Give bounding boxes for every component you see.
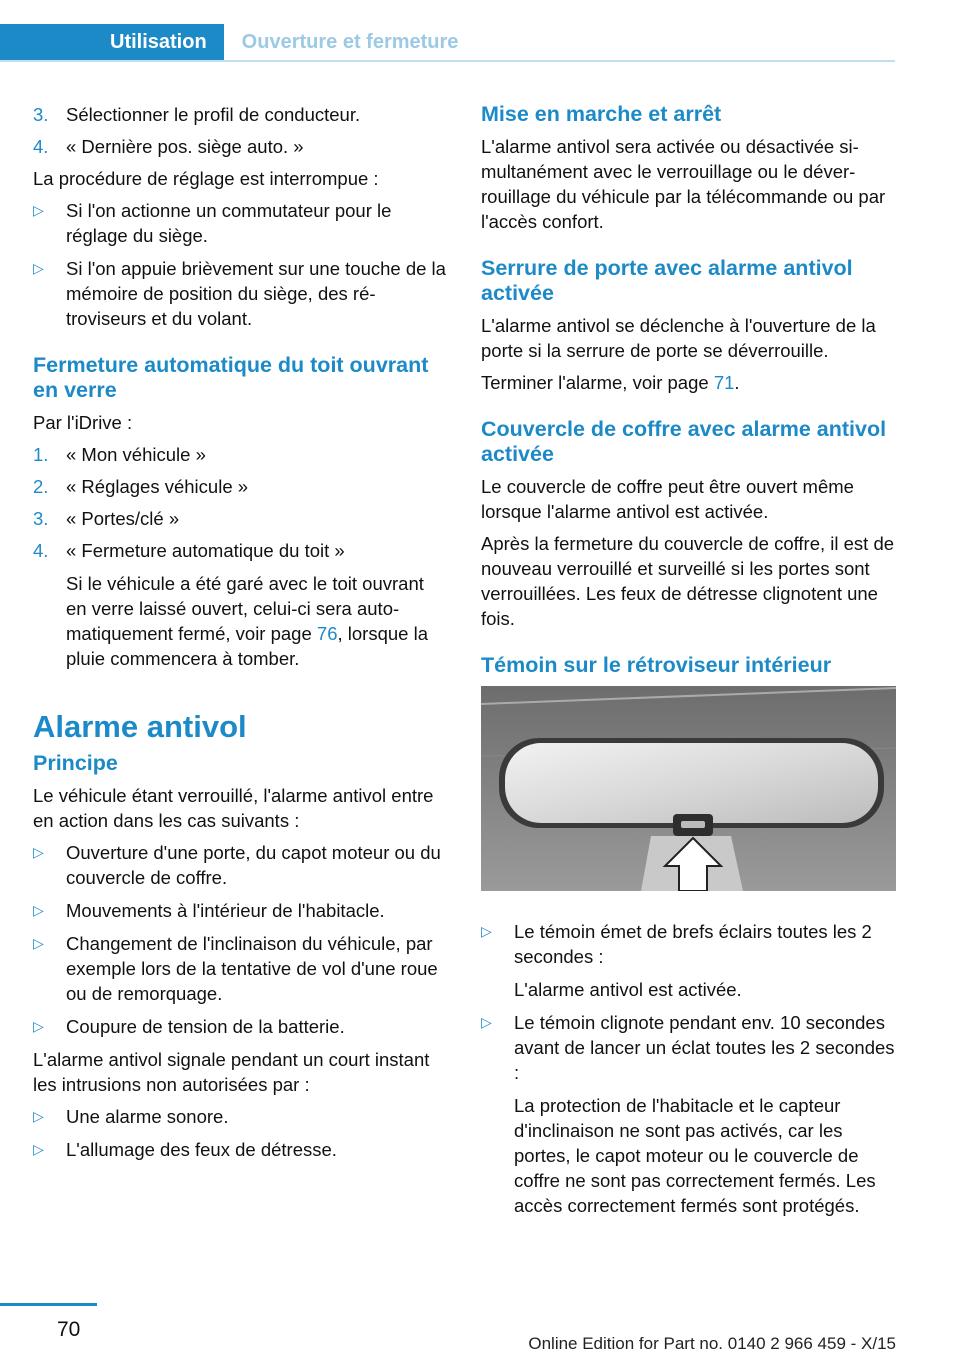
triangle-bullet-icon: ▷ (33, 935, 44, 951)
footer-rule (0, 1303, 97, 1306)
list-item: 3. Sélectionner le profil de conducteur. (33, 104, 361, 125)
list-item: 4. « Fermeture automatique du toit » Si le véhicule a été garé avec le toit ouvrant en verre laissé ouvert, celui-ci sera automatiquement fermé, voir page 76, lorsque la pluie commencera à tomber. (33, 538, 448, 671)
triangle-bullet-icon: ▷ (33, 844, 44, 860)
header-tabs (0, 24, 895, 62)
principle-heading: Principe (33, 751, 118, 775)
seat-steps-list (33, 102, 448, 159)
triangle-bullet-icon: ▷ (33, 202, 44, 218)
right-column (481, 102, 896, 1226)
page-link-76[interactable]: 76 (316, 623, 338, 644)
list-item: ▷ Si l'on appuie brièvement sur une touche de la mémoire de position du siège, des rétroviseurs et du volant. (33, 258, 446, 329)
interrupt-text: La procédure de réglage est interrompue : (33, 168, 379, 189)
roof-heading: Fermeture automatique du toit ouvrant en verre (33, 353, 429, 402)
idrive-text: Par l'iDrive : (33, 412, 133, 433)
trunk-text-2: Après la fermeture du couvercle de coffre, il est de nouveau verrouillé et surveillé si les portes sont verrouillées. Les feux de détresse clignotent une fois. (481, 533, 895, 629)
tab-ouverture-fermeture[interactable]: Ouverture et fermeture (241, 31, 459, 53)
triangle-bullet-icon: ▷ (481, 1014, 492, 1030)
principle-bullets (33, 840, 448, 1039)
mirror-heading: Témoin sur le rétroviseur intérieur (481, 653, 832, 677)
list-item: ▷ Mouvements à l'intérieur de l'habitacle. (33, 900, 385, 921)
list-item: 2. « Réglages véhicule » (33, 476, 249, 497)
signal-bullets (33, 1104, 448, 1162)
list-item: ▷ L'allumage des feux de détresse. (33, 1139, 337, 1160)
list-item: ▷ Changement de l'inclinaison du véhicule, par exemple lors de la tentative de vol d'une roue ou de remorquage. (33, 933, 438, 1004)
trunk-text-1: Le couvercle de coffre peut être ouvert même lorsque l'alarme antivol est activée. (481, 476, 854, 522)
list-item: 4. « Dernière pos. siège auto. » (33, 136, 304, 157)
page-number: 70 (57, 1318, 81, 1341)
left-column (33, 102, 448, 1170)
triangle-bullet-icon: ▷ (481, 923, 492, 939)
list-item: ▷ Si l'on actionne un commutateur pour le réglage du siège. (33, 200, 392, 246)
list-item: ▷ Le témoin clignote pendant env. 10 secondes avant de lancer un éclat toutes les 2 secondes : La protection de l'habitacle et le capteur d'inclinaison ne sont pas activés, car les portes, le capot moteur ou le couvercle de coffre ne sont pas correctement fermés. Les accès correctement fermés sont protégés. (481, 1012, 895, 1216)
triangle-bullet-icon: ▷ (33, 1018, 44, 1034)
triangle-bullet-icon: ▷ (33, 1108, 44, 1124)
edition-footer: Online Edition for Part no. 0140 2 966 459 - X/15 (528, 1334, 896, 1353)
list-item: ▷ Le témoin émet de brefs éclairs toutes les 2 secondes : L'alarme antivol est activée. (481, 921, 872, 1000)
mirror-bullets (481, 919, 896, 1218)
triangle-bullet-icon: ▷ (33, 902, 44, 918)
list-item: 3. « Portes/clé » (33, 508, 180, 529)
door-text: L'alarme antivol se déclenche à l'ouverture de la porte si la serrure de porte se déverrouille. (481, 315, 876, 361)
principle-text: Le véhicule étant verrouillé, l'alarme antivol entre en action dans les cas suivants : (33, 785, 434, 831)
door-heading: Serrure de porte avec alarme antivol activée (481, 256, 853, 305)
page-link-71[interactable]: 71 (713, 372, 735, 393)
list-item: ▷ Ouverture d'une porte, du capot moteur ou du couvercle de coffre. (33, 842, 441, 888)
signal-text: L'alarme antivol signale pendant un court instant les intrusions non autorisées par : (33, 1049, 430, 1095)
roof-note: Si le véhicule a été garé avec le toit ouvrant en verre laissé ouvert, celui-ci sera automatiquement fermé, voir page 76, lorsque la pluie commencera à tomber. (66, 573, 428, 669)
tab-utilisation[interactable]: Utilisation (0, 24, 224, 60)
onoff-heading: Mise en marche et arrêt (481, 102, 722, 126)
triangle-bullet-icon: ▷ (33, 260, 44, 276)
trunk-heading: Couvercle de coffre avec alarme antivol activée (481, 417, 887, 466)
alarm-heading: Alarme antivol (33, 709, 247, 744)
list-item: ▷ Coupure de tension de la batterie. (33, 1016, 345, 1037)
roof-steps-list (33, 442, 448, 671)
triangle-bullet-icon: ▷ (33, 1141, 44, 1157)
list-item: ▷ Une alarme sonore. (33, 1106, 229, 1127)
rearview-mirror-image (481, 686, 896, 891)
onoff-text: L'alarme antivol sera activée ou désactivée simultanément avec le verrouillage ou le déverrouillage du véhicule par la télécommande ou par l'accès confort. (481, 136, 886, 232)
end-alarm-text: Terminer l'alarme, voir page 71. (481, 372, 740, 393)
interrupt-bullets (33, 198, 448, 331)
list-item: 1. « Mon véhicule » (33, 444, 206, 465)
